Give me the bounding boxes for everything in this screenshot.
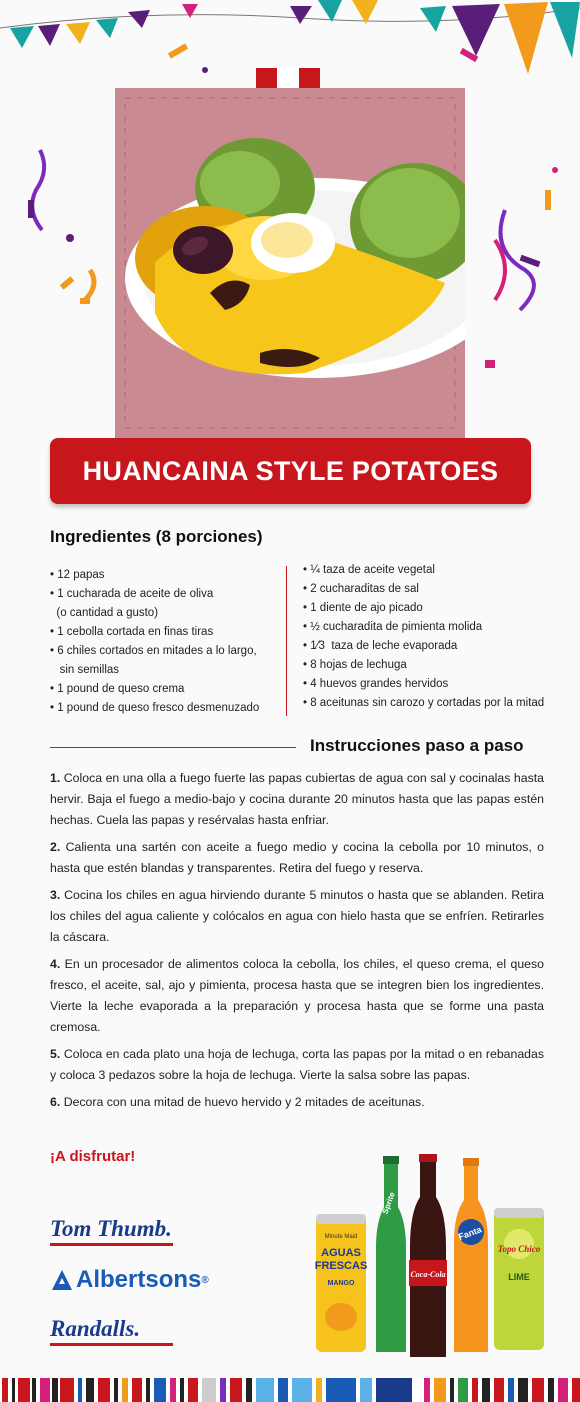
ingredient-item: • 4 huevos grandes hervidos: [303, 678, 449, 690]
ingredient-item: • 1 cebolla cortada en finas tiras: [50, 626, 214, 638]
aguas-frescas-brand: Minute Maid: [324, 1234, 358, 1240]
topo-chico-can: [494, 1208, 544, 1350]
confetti-right: [465, 90, 580, 390]
recipe-title: HUANCAINA STYLE POTATOES: [82, 455, 499, 486]
ingredient-item: • 1⁄3 taza de leche evaporada: [303, 640, 458, 652]
step-number: 1.: [50, 771, 61, 785]
ingredient-item: • ¼ taza de aceite vegetal: [303, 564, 435, 576]
logo-underline: [50, 1243, 173, 1246]
dish-illustration: [115, 88, 465, 438]
albertsons-logo: Albertsons ®: [50, 1266, 209, 1294]
step-text: En un procesador de alimentos coloca la cebolla, los chiles, el queso crema, el queso fresco, el aceite, sal, ajo y pimienta, procesa hasta que se integren bien los ingredientes. Vierte la leche evaporada a la preparación y procesa hasta que se forme una pasta cremosa.: [50, 957, 544, 1034]
fanta-bottle: [454, 1158, 488, 1352]
sprite-label: Sprite: [380, 1190, 397, 1216]
drinks-group-illustration: [312, 1152, 552, 1362]
confetti-left: [0, 90, 115, 350]
step-text: Coloca en cada plato una hoja de lechuga, corta las papas por la mitad o en rebanadas y coloca 3 pedazos sobre la hoja de lechuga. Vierte la salsa sobre las papas.: [50, 1047, 545, 1082]
step-text: Cocina los chiles en agua hirviendo durante 5 minutos o hasta que se ablanden. Retira los chiles del agua caliente y colócalos en agua con hielo hasta que se enfríen. Retirarles la cáscara.: [50, 888, 544, 944]
topo-chico-label: Topo Chico: [497, 1244, 541, 1254]
step-text: Calienta una sartén con aceite a fuego medio y cocina la cebolla por 10 minutos, o hasta que estén blandas y transparentes. Retira del fuego y reserva.: [50, 840, 544, 875]
ingredient-item: • 2 cucharaditas de sal: [303, 583, 419, 595]
topo-chico-flavor: LIME: [508, 1272, 530, 1282]
ingredients-heading: Ingredientes (8 porciones): [50, 527, 263, 546]
aguas-frescas-name1: AGUAS: [321, 1247, 361, 1259]
step-number: 3.: [50, 888, 61, 902]
closing-text: ¡A disfrutar!: [50, 1148, 136, 1165]
albertsons-logo-text: Albertsons: [76, 1266, 202, 1293]
logo-underline: [50, 1343, 173, 1346]
title-banner: [50, 438, 531, 504]
instructions-rule: [50, 747, 296, 748]
aguas-frescas-flavor: MANGO: [327, 1280, 355, 1287]
step-number: 5.: [50, 1047, 61, 1061]
step-number: 2.: [50, 840, 61, 854]
randalls-logo: [50, 1316, 173, 1346]
step-text: Decora con una mitad de huevo hervido y 2 mitades de aceitunas.: [63, 1095, 425, 1109]
ingredient-item: • 1 diente de ajo picado: [303, 602, 423, 614]
aguas-frescas-can: [315, 1214, 368, 1352]
instructions-heading: Instrucciones paso a paso: [310, 736, 524, 755]
ingredient-item: • 8 aceitunas sin carozo y cortadas por la mitad: [303, 697, 545, 709]
step-item: [50, 885, 544, 948]
coca-cola-label: Coca-Cola: [410, 1270, 446, 1279]
instructions-steps: [50, 768, 544, 1119]
fanta-label: Fanta: [456, 1224, 483, 1242]
column-divider: [286, 566, 287, 716]
step-number: 4.: [50, 957, 61, 971]
ingredient-item: • ½ cucharadita de pimienta molida: [303, 621, 483, 633]
step-item: [50, 954, 544, 1038]
step-text: Coloca en una olla a fuego fuerte las papas cubiertas de agua con sal y cocinalas hasta hervir. Baja el fuego a medio-bajo y cocina durante 20 minutos hasta que las papas estén hechas. Cuela las papas y resérvalas hasta enfriar.: [50, 771, 545, 827]
bottom-stripe-border: [0, 1378, 580, 1402]
ingredient-item: sin semillas: [50, 664, 120, 676]
albertsons-a-icon: [50, 1268, 74, 1292]
ingredient-item: • 1 cucharada de aceite de oliva: [50, 588, 214, 600]
ingredient-item: • 1 pound de queso crema: [50, 683, 185, 695]
sprite-bottle: [376, 1156, 406, 1352]
tom-thumb-logo-text: Tom Thumb.: [50, 1216, 172, 1241]
step-item: [50, 768, 544, 831]
step-number: 6.: [50, 1095, 61, 1109]
tom-thumb-logo: [50, 1216, 173, 1246]
randalls-logo-text: Randalls.: [50, 1316, 141, 1341]
aguas-frescas-name2: FRESCAS: [314, 1260, 368, 1272]
ingredients-list-right: [303, 561, 544, 713]
ingredient-item: • 12 papas: [50, 569, 105, 581]
ingredient-item: • 8 hojas de lechuga: [303, 659, 407, 671]
step-item: [50, 1044, 544, 1086]
ingredient-item: • 1 pound de queso fresco desmenuzado: [50, 702, 260, 714]
coca-cola-bottle: [409, 1154, 447, 1357]
ingredient-item: • 6 chiles cortados en mitades a lo largo,: [50, 645, 257, 657]
step-item: [50, 837, 544, 879]
step-item: [50, 1092, 544, 1113]
ingredient-item: (o cantidad a gusto): [50, 607, 159, 619]
ingredients-list-left: [50, 566, 259, 718]
